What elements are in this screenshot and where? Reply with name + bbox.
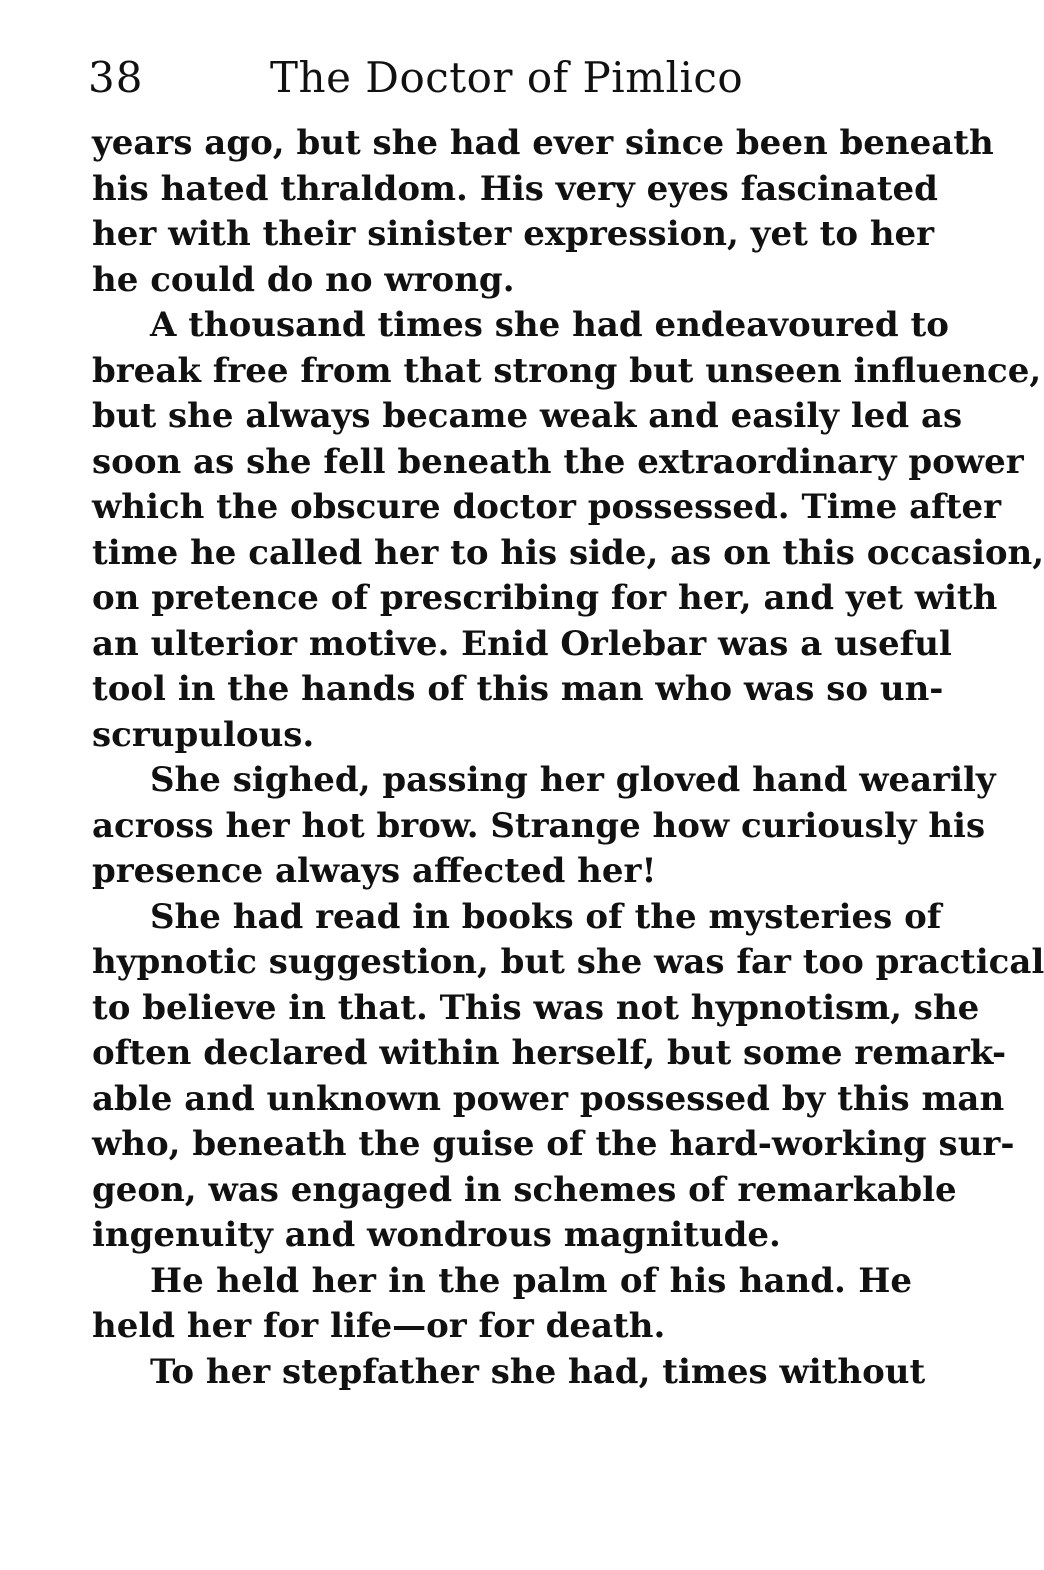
paragraph-start-line: He held her in the palm of his hand. He [150, 1260, 912, 1301]
paragraph-start-line: A thousand times she had endeavoured to [150, 305, 949, 345]
text-line: to believe in that. This was not hypnotism, she [92, 987, 980, 1028]
page-number: 38 [88, 53, 144, 102]
text-line: able and unknown power possessed by this man [92, 1078, 1005, 1119]
text-line: held her for life—or for death. [92, 1306, 666, 1346]
text-line: hypnotic suggestion, but she was far too practical [92, 942, 1044, 982]
text-line: he could do no wrong. [92, 259, 515, 300]
text-line: scrupulous. [92, 714, 315, 755]
text-line: geon, was engaged in schemes of remarkable [92, 1169, 957, 1210]
text-line: her with their sinister expression, yet to her [92, 214, 935, 254]
text-line: ingenuity and wondrous magnitude. [92, 1215, 781, 1255]
text-line: years ago, but she had ever since been beneath [92, 123, 994, 163]
text-line: his hated thraldom. His very eyes fascinated [92, 168, 938, 209]
text-line: across her hot brow. Strange how curiously his [92, 805, 986, 846]
text-line: often declared within herself, but some remark- [92, 1033, 1007, 1073]
paragraph-start-line: To her stepfather she had, times without [150, 1351, 926, 1392]
running-title: The Doctor of Pimlico [270, 53, 744, 102]
text-line: but she always became weak and easily led as [92, 396, 963, 436]
text-line: time he called her to his side, as on this occasion, [92, 532, 1044, 573]
text-line: who, beneath the guise of the hard-working sur- [92, 1124, 1015, 1164]
text-line: an ulterior motive. Enid Orlebar was a useful [92, 623, 952, 664]
paragraph-start-line: She had read in books of the mysteries of [150, 896, 942, 937]
text-line: presence always affected her! [92, 851, 657, 891]
text-line: break free from that strong but unseen influence, [92, 350, 1042, 391]
text-line: tool in the hands of this man who was so un- [92, 669, 944, 709]
running-header [88, 48, 918, 108]
text-line: which the obscure doctor possessed. Time after [92, 487, 1002, 527]
paragraph-start-line: She sighed, passing her gloved hand wearily [150, 760, 996, 800]
text-line: soon as she fell beneath the extraordinary power [92, 441, 1024, 482]
text-line: on pretence of prescribing for her, and yet with [92, 578, 998, 618]
body-text [92, 121, 1044, 1395]
